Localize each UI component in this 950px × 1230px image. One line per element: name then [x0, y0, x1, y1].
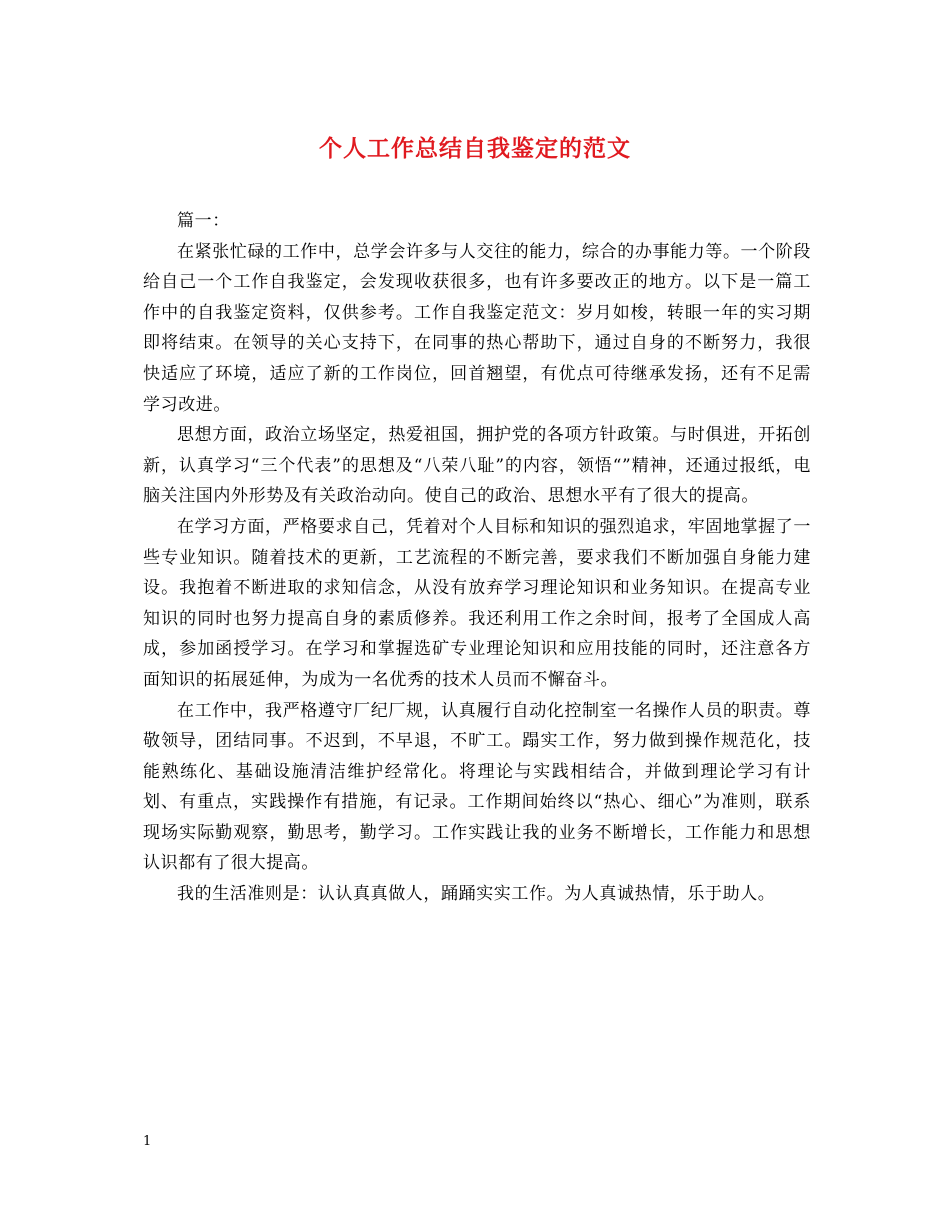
paragraph-intro: 在紧张忙碌的工作中，总学会许多与人交往的能力，综合的办事能力等。一个阶段给自己一个工作自我鉴定，会发现收获很多，也有许多要改正的地方。以下是一篇工作中的自我鉴定资料，仅供参考。工作自我鉴定范文：岁月如梭，转眼一年的实习期即将结束。在领导的关心支持下，在同事的热心帮助下，通过自身的不断努力，我很快适应了环境，适应了新的工作岗位，回首翘望，有优点可待继承发扬，还有不足需学习改进。: [143, 241, 811, 415]
paragraph-work: 在工作中，我严格遵守厂纪厂规，认真履行自动化控制室一名操作人员的职责。尊敬领导，团结同事。不迟到，不早退，不旷工。蹋实工作，努力做到操作规范化，技能熟练化、基础设施清洁维护经常化。将理论与实践相结合，并做到理论学习有计划、有重点，实践操作有措施，有记录。工作期间始终以“热心、细心”为准则，联系现场实际勤观察，勤思考，勤学习。工作实践让我的业务不断增长，工作能力和思想认识都有了很大提高。: [143, 700, 811, 874]
document-title: 个人工作总结自我鉴定的范文: [319, 135, 631, 162]
paragraph-ideology: 思想方面，政治立场坚定，热爱祖国，拥护党的各项方针政策。与时俱进，开拓创新，认真学习“三个代表”的思想及“八荣八耻”的内容，领悟“”精神，还通过报纸，电脑关注国内外形势及有关政治动向。使自己的政治、思想水平有了很大的提高。: [143, 425, 811, 507]
page-number: 1: [143, 1134, 152, 1149]
paragraph-study: 在学习方面，严格要求自己，凭着对个人目标和知识的强烈追求，牢固地掌握了一些专业知识。随着技术的更新，工艺流程的不断完善，要求我们不断加强自身能力建设。我抱着不断进取的求知信念，从没有放弃学习理论知识和业务知识。在提高专业知识的同时也努力提高自身的素质修养。我还利用工作之余时间，报考了全国成人高成，参加函授学习。在学习和掌握选矿专业理论知识和应用技能的同时，还注意各方面知识的拓展延伸，为成为一名优秀的技术人员而不懈奋斗。: [143, 516, 811, 690]
document-body: [143, 206, 811, 910]
paragraph-life: 我的生活准则是：认认真真做人，踊踊实实工作。为人真诚热情，乐于助人。: [177, 884, 776, 905]
section-heading: 篇一：: [177, 211, 230, 231]
